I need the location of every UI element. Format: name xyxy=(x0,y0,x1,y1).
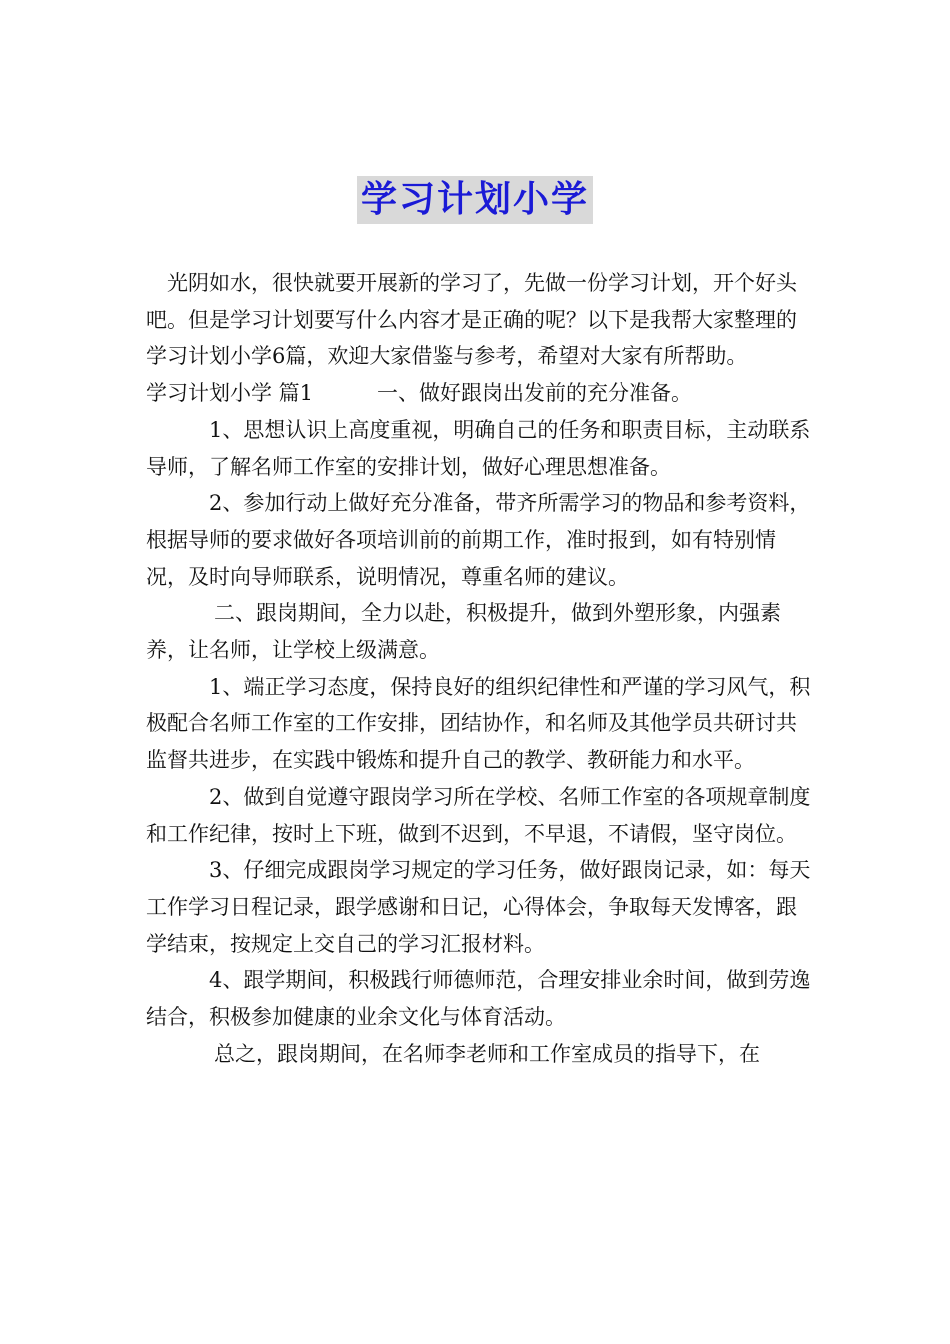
paragraph-2-4: 4、跟学期间，积极践行师德师范，合理安排业余时间，做到劳逸结合，积极参加健康的业余文化与体育活动。 xyxy=(146,968,811,1030)
section-heading: 学习计划小学 篇1 xyxy=(146,381,314,406)
intro-paragraph: 光阴如水，很快就要开展新的学习了，先做一份学习计划，开个好头吧。但是学习计划要写什么内容才是正确的呢？以下是我帮大家整理的学习计划小学6篇，欢迎大家借鉴与参考，希望对大家有所帮助。 xyxy=(146,271,797,369)
paragraph-2-3: 3、仔细完成跟岗学习规定的学习任务，做好跟岗记录，如：每天工作学习日程记录，跟学感谢和日记，心得体会，争取每天发博客，跟学结束，按规定上交自己的学习汇报材料。 xyxy=(146,858,811,956)
section-heading-line xyxy=(146,375,812,412)
paragraph-1-1: 1、思想认识上高度重视，明确自己的任务和职责目标，主动联系导师，了解名师工作室的安排计划，做好心理思想准备。 xyxy=(146,417,811,479)
paragraph-2-1: 1、端正学习态度，保持良好的组织纪律性和严谨的学习风气，积极配合名师工作室的工作安排，团结协作，和名师及其他学员共研讨共监督共进步，在实践中锻炼和提升自己的教学、教研能力和水平。 xyxy=(146,674,811,773)
part1-heading: 一、做好跟岗出发前的充分准备。 xyxy=(377,381,693,406)
paragraph-2-2: 2、做到自觉遵守跟岗学习所在学校、名师工作室的各项规章制度和工作纪律，按时上下班，做到不迟到，不早退，不请假，坚守岗位。 xyxy=(146,784,811,846)
document-body xyxy=(146,265,812,1072)
part2-heading: 二、跟岗期间，全力以赴，积极提升，做到外塑形象，内强素养，让名师，让学校上级满意。 xyxy=(146,601,781,663)
title-container xyxy=(0,176,950,224)
document-title: 学习计划小学 xyxy=(357,176,593,224)
paragraph-1-2: 2、参加行动上做好充分准备，带齐所需学习的物品和参考资料，根据导师的要求做好各项培训前的前期工作，准时报到，如有特别情况，及时向导师联系，说明情况，尊重名师的建议。 xyxy=(146,491,811,589)
paragraph-3: 总之，跟岗期间，在名师李老师和工作室成员的指导下，在 xyxy=(214,1041,760,1066)
